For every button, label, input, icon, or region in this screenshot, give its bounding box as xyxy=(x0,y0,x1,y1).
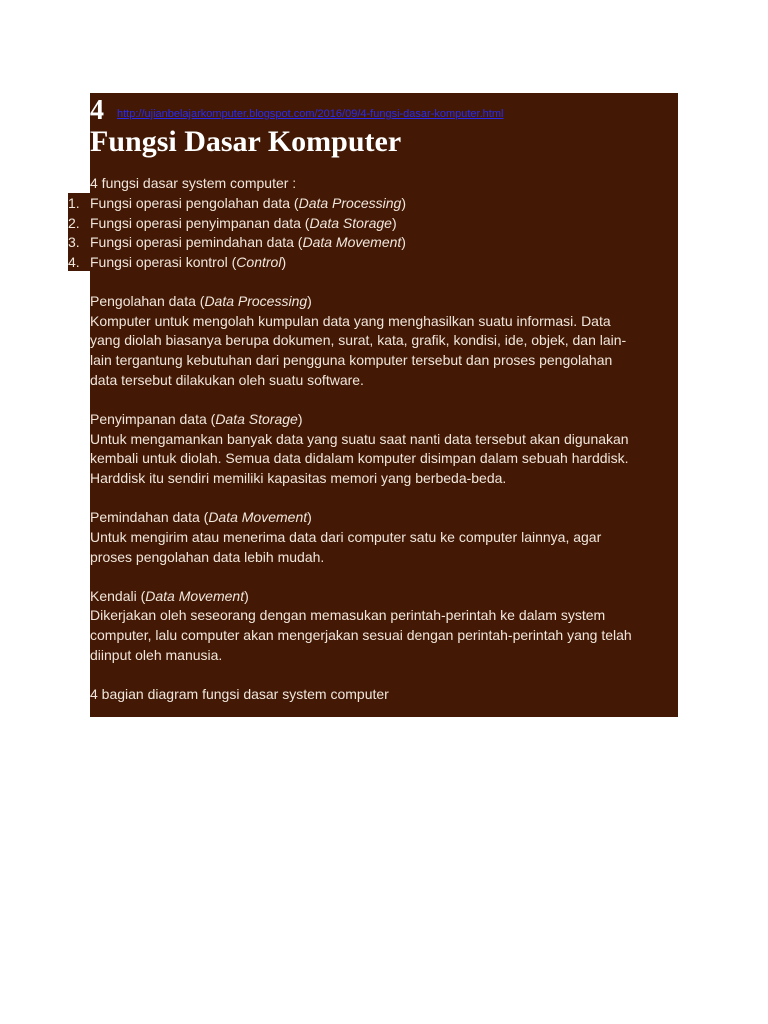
list-marker: 4. xyxy=(68,254,80,270)
section-heading-close: ) xyxy=(297,411,303,427)
list-item xyxy=(90,213,397,233)
section-heading xyxy=(90,291,312,311)
list-item-text: Fungsi operasi pemindahan data ( xyxy=(90,234,303,250)
paragraph-line: lain tergantung kebutuhan dari pengguna komputer tersebut dan proses pengolahan xyxy=(90,352,613,368)
list-marker: 1. xyxy=(68,195,80,211)
list-item-close: ) xyxy=(391,215,397,231)
paragraph-line: data tersebut dilakukan oleh suatu software. xyxy=(90,372,364,388)
paragraph-line: Dikerjakan oleh seseorang dengan memasukan perintah-perintah ke dalam system xyxy=(90,607,606,623)
closing-text: 4 bagian diagram fungsi dasar system computer xyxy=(90,686,389,702)
list-marker: 3. xyxy=(68,234,80,250)
source-link[interactable]: http://ujianbelajarkomputer.blogspot.com/2016/09/4-fungsi-dasar-komputer.html xyxy=(117,108,504,120)
list-item-term: Control xyxy=(236,254,282,270)
section-heading-text: Pemindahan data ( xyxy=(90,509,209,525)
list-item-close: ) xyxy=(281,254,287,270)
list-item xyxy=(90,193,406,213)
section-heading-text: Pengolahan data ( xyxy=(90,293,205,309)
section-heading-text: Penyimpanan data ( xyxy=(90,411,216,427)
section-heading xyxy=(90,507,312,527)
list-item-term: Data Movement xyxy=(302,234,402,250)
list-item-text: Fungsi operasi penyimpanan data ( xyxy=(90,215,310,231)
list-item xyxy=(90,252,286,272)
paragraph-line: Untuk mengamankan banyak data yang suatu saat nanti data tersebut akan digunakan xyxy=(90,431,629,447)
section-heading-close: ) xyxy=(307,293,312,309)
section-heading-term: Data Movement xyxy=(145,588,245,604)
section-heading-term: Data Processing xyxy=(204,293,308,309)
intro-text: 4 fungsi dasar system computer : xyxy=(90,175,297,191)
page-title: Fungsi Dasar Komputer xyxy=(90,125,402,158)
section-heading-term: Data Storage xyxy=(215,411,298,427)
paragraph-line: diinput oleh manusia. xyxy=(90,647,223,663)
list-item-text: Fungsi operasi pengolahan data ( xyxy=(90,195,299,211)
paragraph-line: kembali untuk diolah. Semua data didalam komputer disimpan dalam sebuah harddisk. xyxy=(90,450,629,466)
section-heading-close: ) xyxy=(244,588,249,604)
heading-number: 4 xyxy=(90,95,104,126)
list-item-close: ) xyxy=(401,234,406,250)
paragraph-line: Untuk mengirim atau menerima data dari computer satu ke computer lainnya, agar xyxy=(90,529,602,545)
section-heading-text: Kendali ( xyxy=(90,588,146,604)
list-item xyxy=(90,232,406,252)
paragraph-line: Komputer untuk mengolah kumpulan data yang menghasilkan suatu informasi. Data xyxy=(90,313,611,329)
list-marker: 2. xyxy=(68,215,80,231)
paragraph-line: computer, lalu computer akan mengerjakan sesuai dengan perintah-perintah yang telah xyxy=(90,627,632,643)
paragraph-line: yang diolah biasanya berupa dokumen, surat, kata, grafik, kondisi, ide, objek, dan lain- xyxy=(90,332,627,348)
list-item-close: ) xyxy=(401,195,406,211)
list-item-text: Fungsi operasi kontrol ( xyxy=(90,254,237,270)
list-item-term: Data Storage xyxy=(309,215,392,231)
section-heading xyxy=(90,409,302,429)
paragraph-line: Harddisk itu sendiri memiliki kapasitas memori yang berbeda-beda. xyxy=(90,470,507,486)
section-heading xyxy=(90,586,249,606)
section-heading-close: ) xyxy=(307,509,312,525)
list-item-term: Data Processing xyxy=(298,195,402,211)
section-heading-term: Data Movement xyxy=(208,509,308,525)
paragraph-line: proses pengolahan data lebih mudah. xyxy=(90,549,325,565)
